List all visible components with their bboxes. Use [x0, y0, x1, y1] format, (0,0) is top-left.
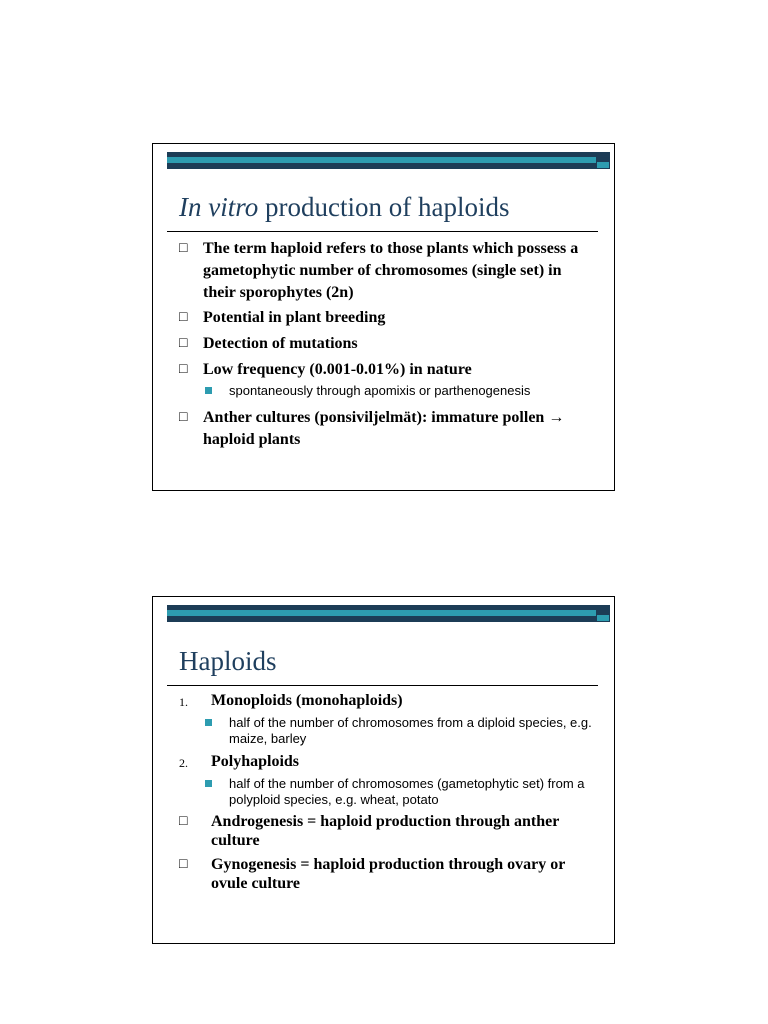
- numbered-list: [175, 690, 595, 893]
- sub-bullet-text: half of the number of chromosomes (gametophytic set) from a polyploid species, e.g. wheat, potato: [229, 776, 585, 807]
- hollow-square-bullet-icon: □: [179, 310, 188, 325]
- hollow-square-bullet-icon: □: [179, 362, 188, 377]
- sub-bullet-text: spontaneously through apomixis or parthenogenesis: [229, 383, 531, 398]
- hollow-square-bullet-icon: □: [179, 857, 188, 872]
- numbered-item: [175, 690, 595, 712]
- title-rest: production of haploids: [258, 192, 510, 222]
- bullet-text: Gynogenesis = haploid production through ovary or ovule culture: [211, 856, 566, 892]
- bullet-item: [175, 855, 595, 893]
- sub-bullet-item: [175, 776, 595, 808]
- bullet-text: Detection of mutations: [203, 335, 358, 352]
- filled-square-bullet-icon: [205, 719, 212, 726]
- hollow-square-bullet-icon: □: [179, 336, 188, 351]
- filled-square-bullet-icon: [205, 387, 212, 394]
- slide-2: [152, 596, 615, 944]
- numbered-text: Monoploids (monohaploids): [211, 692, 403, 709]
- sub-bullet-text: half of the number of chromosomes from a diploid species, e.g. maize, barley: [229, 715, 592, 746]
- bullet-text: Androgenesis = haploid production through anther culture: [211, 813, 560, 849]
- slide-banner: [167, 605, 610, 622]
- filled-square-bullet-icon: [205, 780, 212, 787]
- slide-1: [152, 143, 615, 491]
- title-rule: [167, 685, 598, 686]
- hollow-square-bullet-icon: □: [179, 241, 188, 256]
- item-number: 1.: [179, 695, 188, 709]
- slide-title: Haploids: [179, 646, 277, 676]
- sub-bullet-item: [175, 383, 595, 399]
- bullet-list: [175, 238, 595, 451]
- bullet-text: Anther cultures (ponsiviljelmät): immature pollen → haploid plants: [203, 409, 565, 448]
- bullet-text: Potential in plant breeding: [203, 309, 386, 326]
- slide-banner: [167, 152, 610, 169]
- bullet-item: [175, 407, 595, 451]
- title-italic: In vitro: [179, 192, 259, 222]
- bullet-item: [175, 307, 595, 329]
- bullet-item: [175, 238, 595, 304]
- hollow-square-bullet-icon: □: [179, 814, 188, 829]
- numbered-item: [175, 751, 595, 773]
- sub-bullet-item: [175, 715, 595, 747]
- hollow-square-bullet-icon: □: [179, 410, 188, 425]
- bullet-text: The term haploid refers to those plants which possess a gametophytic number of chromosomes (single set) in their sporophytes (2n): [203, 240, 579, 301]
- item-number: 2.: [179, 756, 188, 770]
- bullet-item: [175, 812, 595, 850]
- bullet-item: [175, 359, 595, 381]
- bullet-text: Low frequency (0.001-0.01%) in nature: [203, 361, 472, 378]
- numbered-text: Polyhaploids: [211, 753, 300, 770]
- title-rule: [167, 231, 598, 232]
- slide-title: [179, 192, 509, 223]
- bullet-item: [175, 333, 595, 355]
